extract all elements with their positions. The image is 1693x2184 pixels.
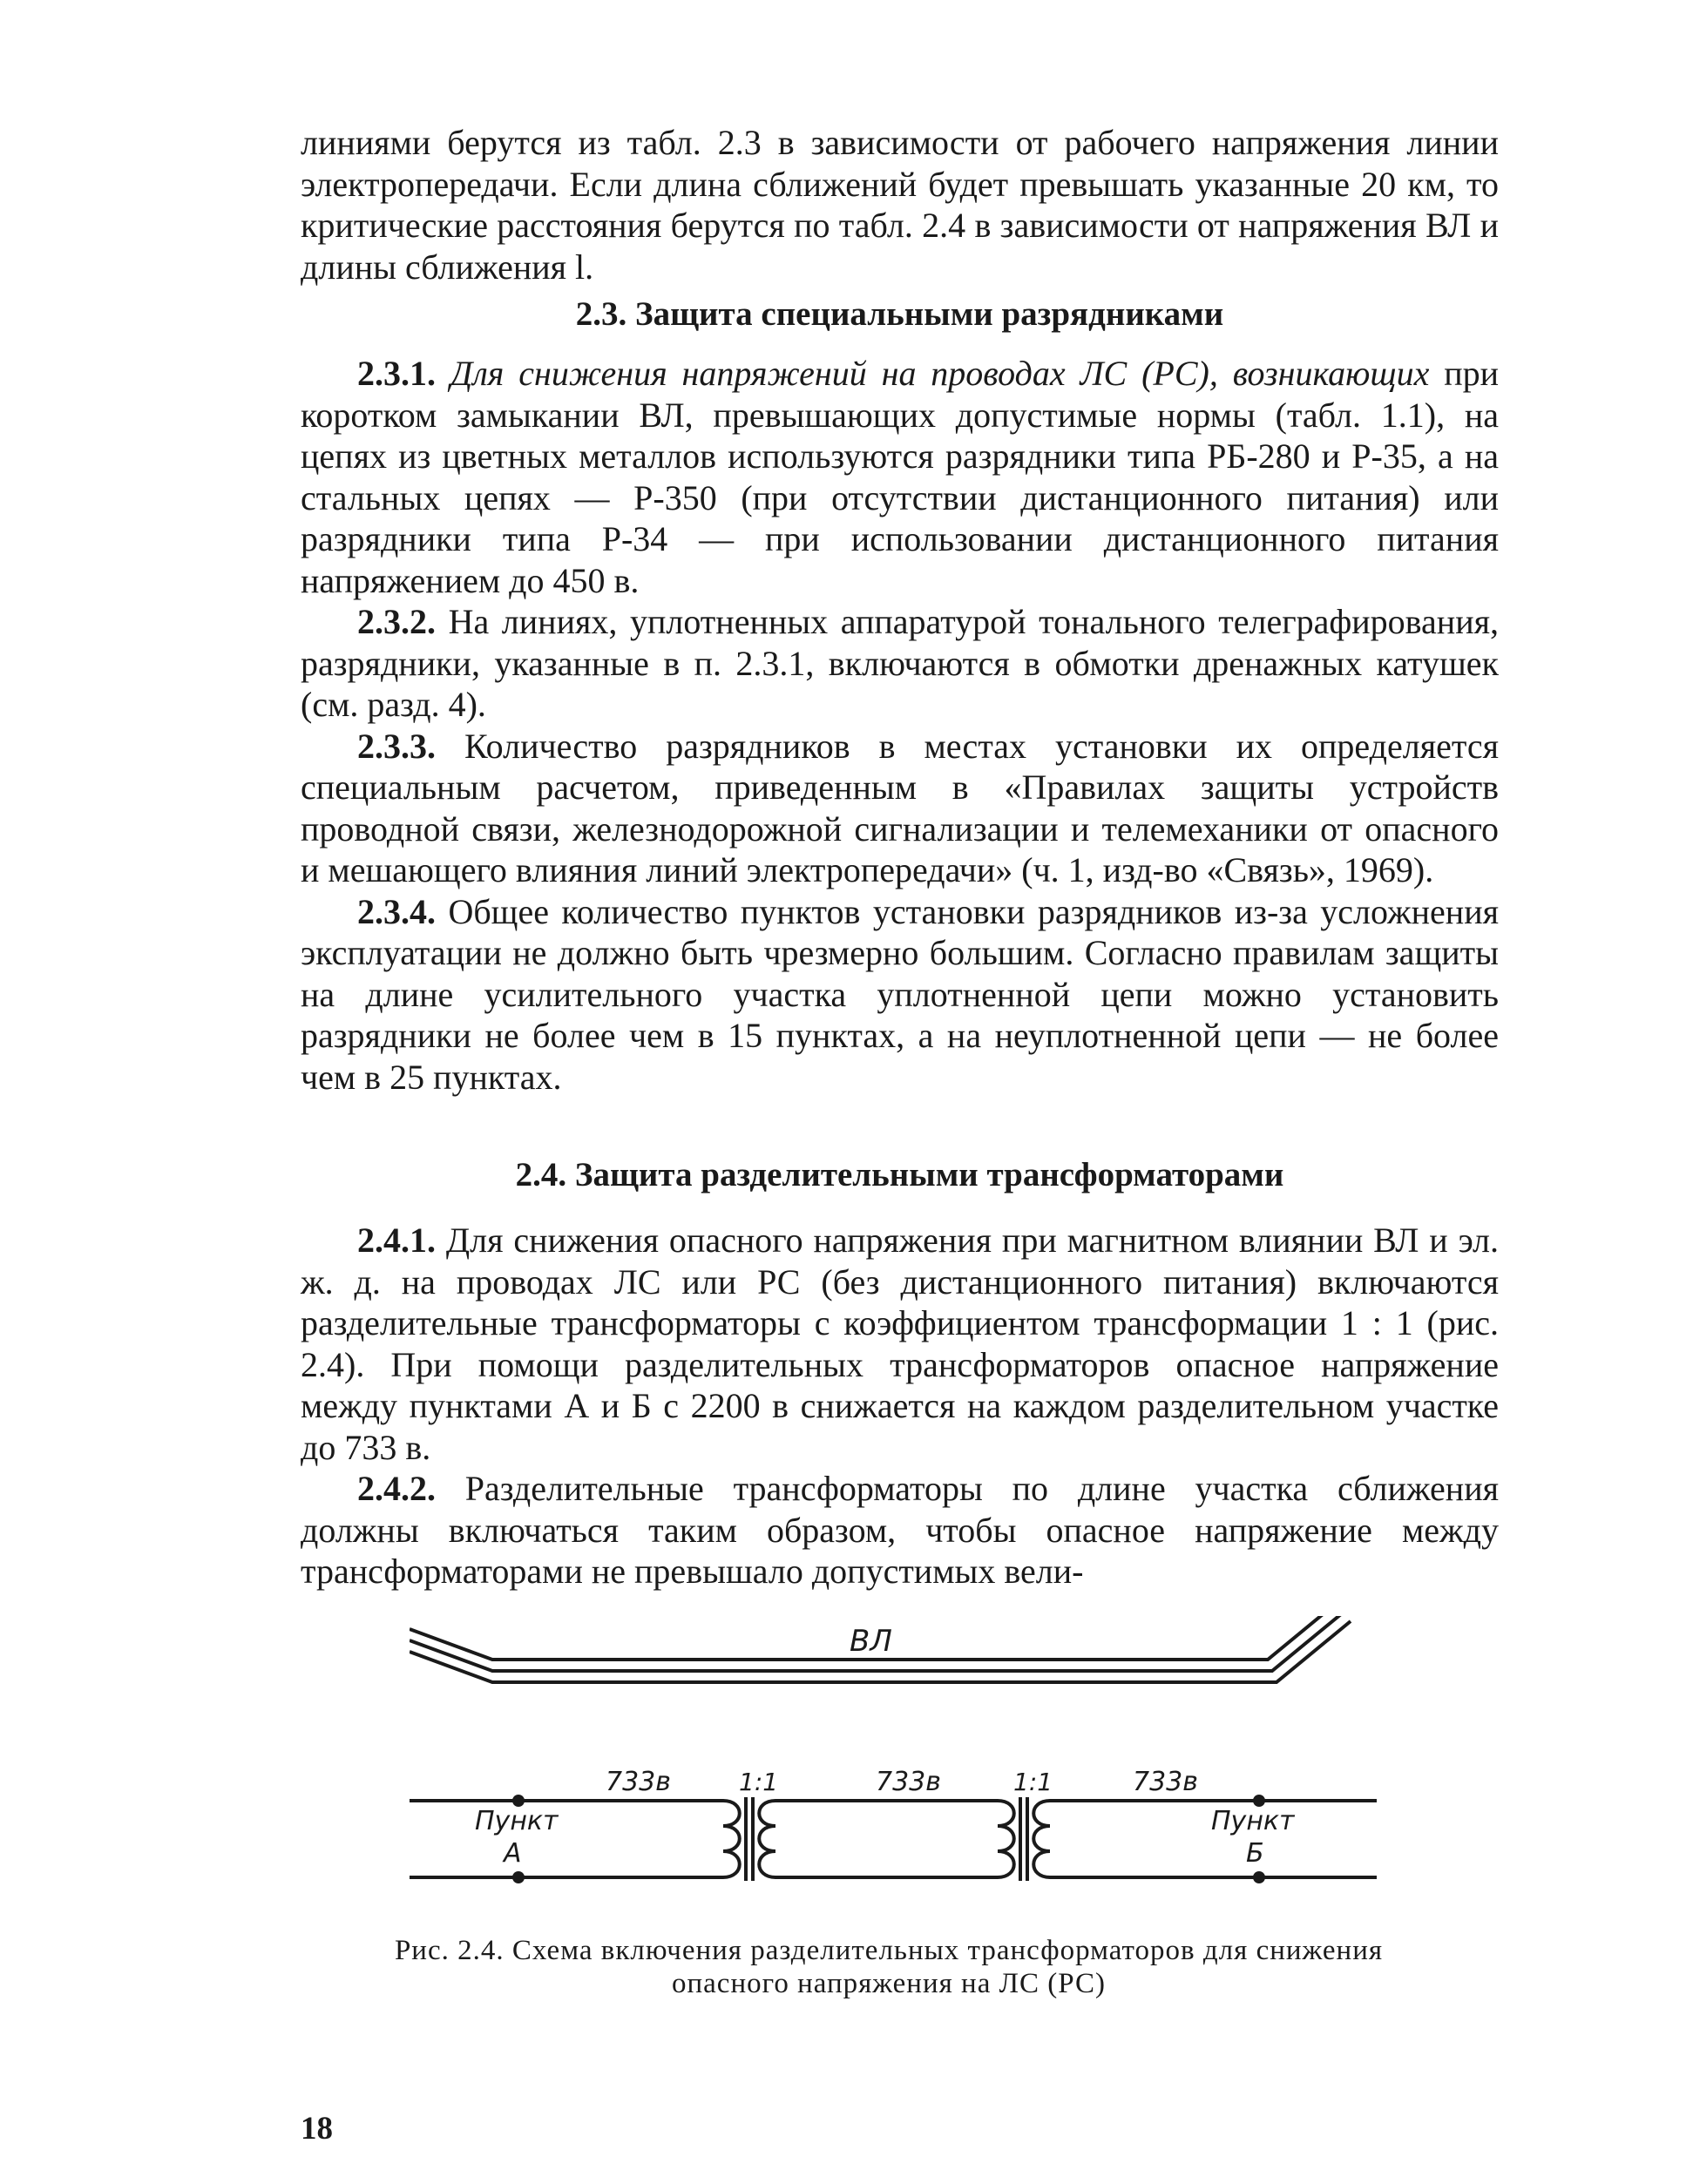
section-2-4-heading-block (301, 1154, 1499, 1196)
ratio-label-2: 1:1 (1013, 1768, 1053, 1796)
clause-italic-lead: Для снижения напряжений на проводах ЛС (РС), возникающих (450, 354, 1430, 393)
paragraph-2-3-2 (301, 601, 1499, 726)
page-number: 18 (301, 2111, 333, 2147)
voltage-label-3: 733в (1133, 1767, 1198, 1797)
paragraph-2-4-1 (301, 1220, 1499, 1468)
point-a-word: Пункт (475, 1806, 559, 1836)
transformer-1 (723, 1797, 775, 1881)
clause-number: 2.3.2. (357, 602, 436, 641)
voltage-label-2: 733в (876, 1767, 941, 1797)
clause-text: Для снижения опасного напряжения при магнитном влиянии ВЛ и эл. ж. д. на проводах ЛС или РС (без дистанционного питания) включаются разделительные трансформаторы с коэффициентом трансформации 1 : 1 (рис. 2.4). При помощи разделительных трансформаторов опасное напряжение между пунктами А и Б с 2200 в снижается на каждом разделительном участке до 733 в. (301, 1220, 1499, 1467)
clause-number: 2.3.4. (357, 891, 436, 931)
section-2-3-body (301, 353, 1499, 1098)
overhead-line-label: ВЛ (850, 1624, 892, 1659)
clause-text: при коротком замыкании ВЛ, превышающих допустимые нормы (табл. 1.1), на цепях из цветных металлов используются разрядники типа РБ-280 и Р-35, а на стальных цепях — Р-350 (при отсутствии дистанционного питания) или разрядники типа Р-34 — при использовании дистанционного питания напряжением до 450 в. (301, 354, 1500, 600)
paragraph-2-3-4 (301, 891, 1499, 1099)
clause-text: Количество разрядников в местах установки их определяется специальным расчетом, приведенным в «Правилах защиты устройств проводной связи, железнодорожной сигнализации и телемеханики от опасного и мешающего влияния линий электропередачи» (ч. 1, изд-во «Связь», 1969). (301, 726, 1499, 889)
point-a-letter: А (504, 1838, 522, 1869)
clause-number: 2.4.1. (357, 1220, 436, 1260)
figure-caption: Рис. 2.4. Схема включения разделительных трансформаторов для снижения опасного напряжения на ЛС (РС) (394, 1935, 1384, 1999)
intro-text: линиями берутся из табл. 2.3 в зависимости от рабочего напряжения линии электропередачи. Если длина сближений будет превышать указанные 20 км, то критические расстояния берутся по табл. 2.4 в зависимости от напряжения ВЛ и длины сближения l. (301, 123, 1499, 287)
clause-text: Общее количество пунктов установки разрядников из-за усложнения эксплуатации не должно быть чрезмерно большим. Согласно правилам защиты на длине усилительного участка уплотненной цепи можно установить разрядники не более чем в 15 пунктах, а на неуплотненной цепи — не более чем в 25 пунктах. (301, 891, 1499, 1097)
section-2-4-body (301, 1220, 1499, 1592)
ratio-label-1: 1:1 (739, 1768, 779, 1796)
clause-number: 2.4.2. (357, 1469, 436, 1508)
paragraph-2-3-1 (301, 353, 1499, 601)
clause-text: Разделительные трансформаторы по длине участка сближения должны включаться таким образом, чтобы опасное напряжение между трансформаторами не превышало допустимых вели- (301, 1469, 1499, 1591)
section-2-3-heading-block (301, 294, 1499, 335)
point-b-letter: Б (1246, 1838, 1264, 1869)
clause-number: 2.3.3. (357, 726, 436, 766)
transformer-2 (998, 1797, 1050, 1881)
section-heading-2-3: 2.3. Защита специальными разрядниками (575, 295, 1224, 333)
section-heading-2-4: 2.4. Защита разделительными трансформаторами (515, 1156, 1284, 1193)
paragraph-2-3-3 (301, 726, 1499, 891)
paragraph-2-4-2 (301, 1468, 1499, 1592)
clause-number: 2.3.1. (357, 354, 436, 393)
paragraph-intro (301, 122, 1499, 287)
voltage-label-1: 733в (606, 1767, 671, 1797)
clause-text: На линиях, уплотненных аппаратурой тонального телеграфирования, разрядники, указанные в п. 2.3.1, включаются в обмотки дренажных катушек (см. разд. 4). (301, 602, 1499, 724)
point-b-word: Пункт (1211, 1806, 1295, 1836)
figure-2-4-diagram (410, 1616, 1385, 1917)
point-markers (512, 1795, 1265, 1883)
